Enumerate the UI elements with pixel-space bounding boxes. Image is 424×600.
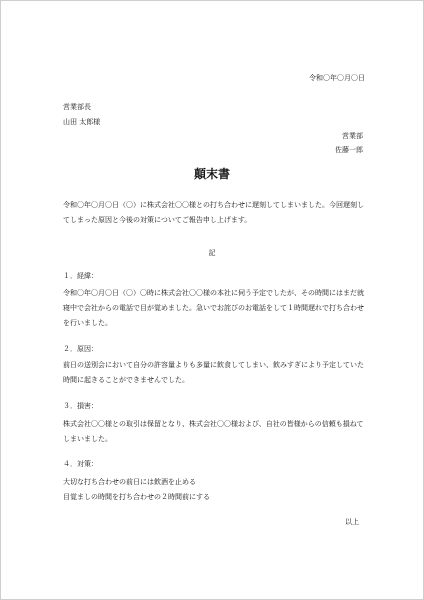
section-heading-damage: ３．損害： xyxy=(63,402,98,410)
section-heading-cause: ２．原因： xyxy=(63,345,98,353)
ki-marker: 記 xyxy=(208,249,216,257)
countermeasure-list xyxy=(63,475,210,505)
section-heading-countermeasures: ４．対策： xyxy=(63,460,98,468)
document-title: 顛末書 xyxy=(193,167,230,181)
countermeasure-item: 大切な打ち合わせの前日には飲酒を止める xyxy=(63,478,196,486)
section-body-cause: 前日の送別会において自分の許容量よりも多量に飲食してしまい、飲みすぎにより予定していた時間に起きることができませんでした。 xyxy=(63,361,364,384)
section-heading-background: １．経緯： xyxy=(63,272,98,280)
sender-department: 営業部 xyxy=(342,132,363,140)
recipient-name: 山田 太郎様 xyxy=(63,118,101,126)
section-body-background: 令和〇年〇月〇日（〇）〇時に株式会社〇〇様の本社に伺う予定でしたが、その時間にはまだ就寝中で会社からの電話で目が覚めました。急いでお詫びのお電話をして１時間遅れで打ち合わせを行いました。 xyxy=(63,289,364,327)
section-body-damage: 株式会社〇〇様との取引は保留となり、株式会社〇〇様および、自社の皆様からの信頼も損ねてしまいました。 xyxy=(63,420,364,443)
countermeasure-item: 目覚ましの時間を打ち合わせの２時間前にする xyxy=(63,493,210,501)
intro-paragraph: 令和〇年〇月〇日（〇）に株式会社〇〇様との打ち合わせに遅刻してしまいました。今回遅刻してしまった原因と今後の対策についてご報告申し上げます。 xyxy=(63,201,364,224)
closing-mark: 以上 xyxy=(345,518,359,526)
sender-name: 佐藤一郎 xyxy=(335,146,363,154)
recipient-title: 営業部長 xyxy=(63,103,91,111)
document-date: 令和〇年〇月〇日 xyxy=(309,74,365,82)
